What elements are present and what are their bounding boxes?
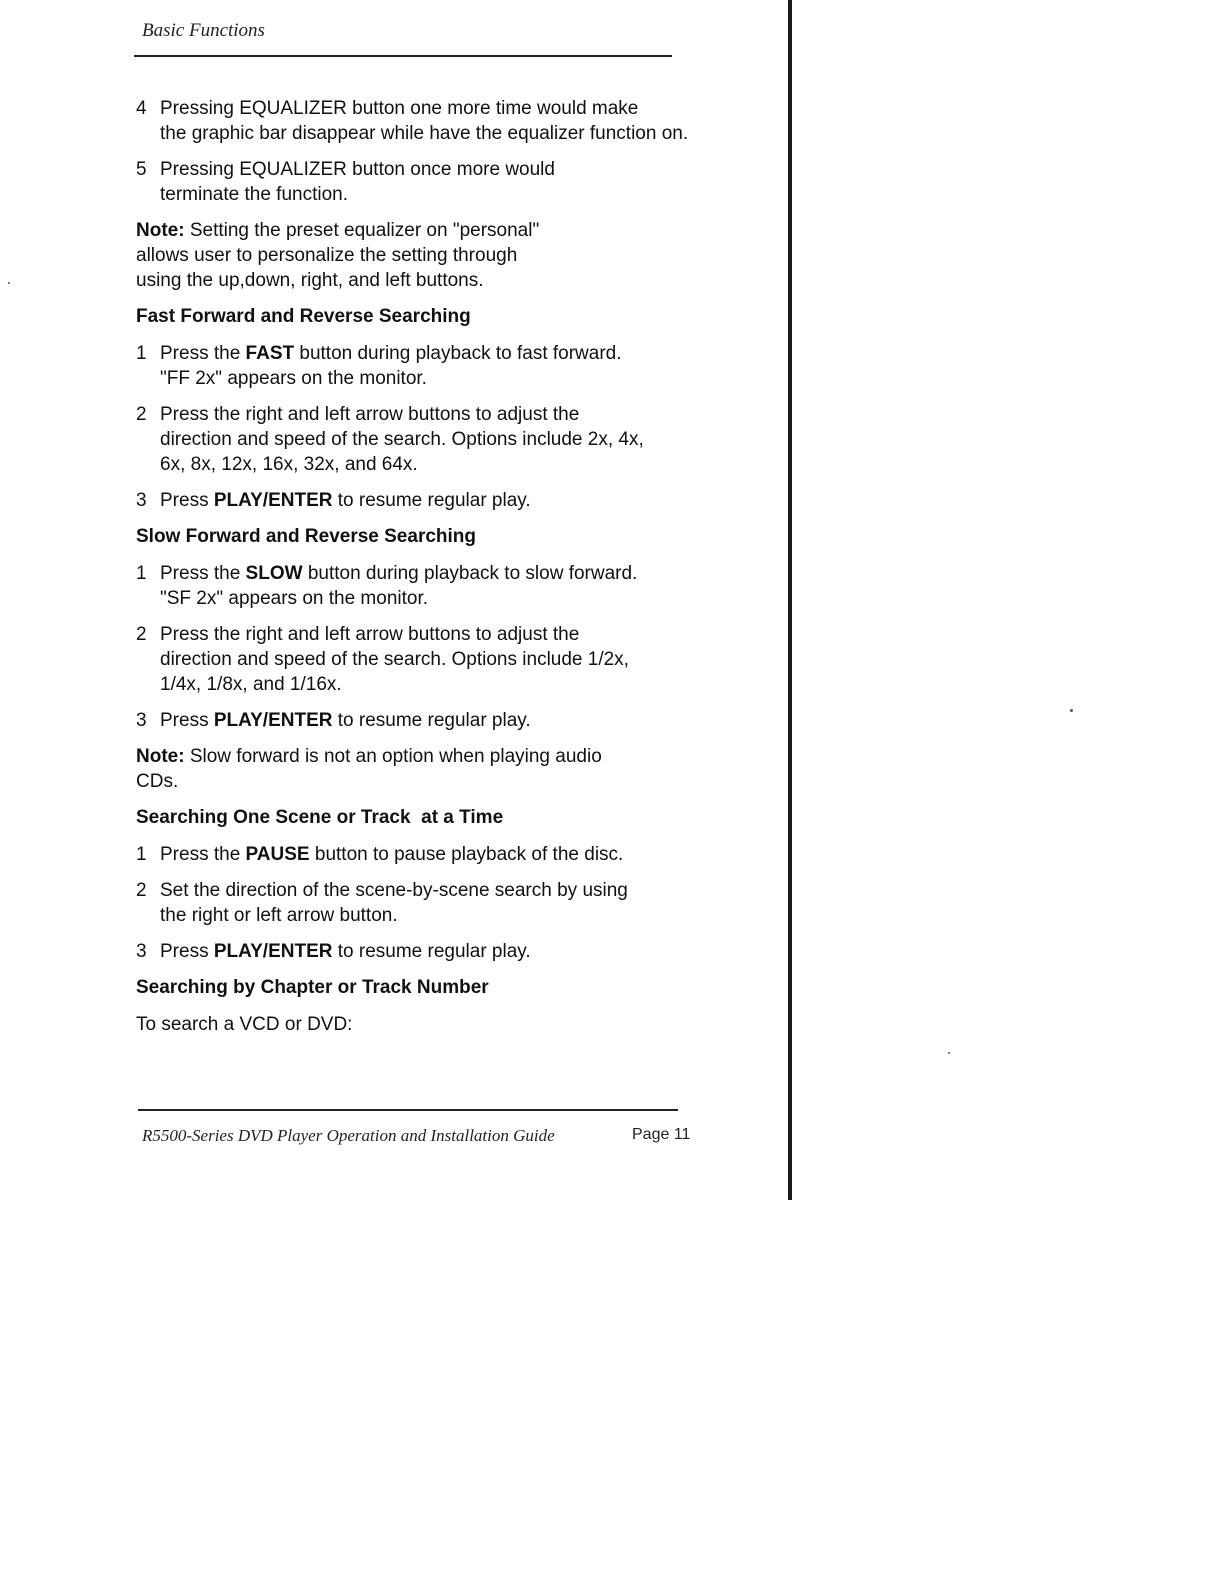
step-text: button during playback to slow forward. xyxy=(302,563,638,584)
note-label: Note: xyxy=(136,220,185,241)
button-name: SLOW xyxy=(245,563,303,584)
step-number: 2 xyxy=(136,624,147,645)
heading-chapter-search: Searching by Chapter or Track Number xyxy=(136,977,489,998)
step-text: Press the xyxy=(160,563,246,584)
step-text: button to pause playback of the disc. xyxy=(309,844,624,865)
scene-step-3 xyxy=(136,939,736,964)
step-text: Set the direction of the scene-by-scene search by using xyxy=(160,880,628,901)
note-text: Slow forward is not an option when playing audio xyxy=(189,746,602,767)
step-text: direction and speed of the search. Options include 2x, 4x, xyxy=(160,429,644,450)
step-text: Press xyxy=(160,710,214,731)
step-text: 1/4x, 1/8x, and 1/16x. xyxy=(160,674,342,695)
step-number: 3 xyxy=(136,941,147,962)
running-header: Basic Functions xyxy=(142,20,265,41)
note-text: allows user to personalize the setting through xyxy=(136,245,518,266)
scene-step-1 xyxy=(136,842,736,867)
note-label: Note: xyxy=(136,746,185,767)
step-number: 2 xyxy=(136,880,147,901)
note-equalizer xyxy=(136,218,736,293)
button-name: FAST xyxy=(245,343,295,364)
button-name: PAUSE xyxy=(245,844,310,865)
step-number: 3 xyxy=(136,490,147,511)
step-text: to resume regular play. xyxy=(332,710,531,731)
step-number: 4 xyxy=(136,98,147,119)
slow-step-3 xyxy=(136,708,736,733)
step-text: the right or left arrow button. xyxy=(160,905,398,926)
heading-scene-search: Searching One Scene or Track at a Time xyxy=(136,807,504,828)
note-slow-forward xyxy=(136,744,736,794)
heading-fast-search: Fast Forward and Reverse Searching xyxy=(136,306,471,327)
slow-step-2 xyxy=(136,622,736,697)
step-text: terminate the function. xyxy=(160,184,348,205)
step-text: the graphic bar disappear while have the equalizer function on. xyxy=(160,123,689,144)
page-number: Page 11 xyxy=(632,1126,691,1143)
step-number: 1 xyxy=(136,844,147,865)
header-rule xyxy=(134,55,672,57)
button-name: PLAY/ENTER xyxy=(213,941,333,962)
step-text: 6x, 8x, 12x, 16x, 32x, and 64x. xyxy=(160,454,418,475)
page-body xyxy=(136,96,736,1048)
fast-step-1 xyxy=(136,341,736,391)
step-number: 1 xyxy=(136,563,147,584)
step-text: Pressing EQUALIZER button once more would xyxy=(160,159,555,180)
step-text: Press the right and left arrow buttons to adjust the xyxy=(160,624,580,645)
step-number: 3 xyxy=(136,710,147,731)
note-text: Setting the preset equalizer on "personal" xyxy=(189,220,540,241)
note-text: CDs. xyxy=(136,771,179,792)
button-name: PLAY/ENTER xyxy=(213,490,333,511)
step-text: Press the xyxy=(160,844,246,865)
footer-rule xyxy=(138,1109,678,1111)
step-text: "FF 2x" appears on the monitor. xyxy=(160,368,427,389)
binding-edge-line xyxy=(788,0,792,1200)
scan-speck xyxy=(1070,709,1073,712)
step-text: Press xyxy=(160,490,214,511)
fast-step-2 xyxy=(136,402,736,477)
step-text: to resume regular play. xyxy=(332,490,531,511)
heading-slow-search: Slow Forward and Reverse Searching xyxy=(136,526,476,547)
step-number: 2 xyxy=(136,404,147,425)
scan-speck xyxy=(948,1052,950,1054)
scene-step-2 xyxy=(136,878,736,928)
step-text: to resume regular play. xyxy=(332,941,531,962)
step-text: Press xyxy=(160,941,214,962)
slow-step-1 xyxy=(136,561,736,611)
step-number: 5 xyxy=(136,159,147,180)
step-text: Press the xyxy=(160,343,246,364)
footer-title: R5500-Series DVD Player Operation and Installation Guide xyxy=(142,1126,555,1145)
step-text: button during playback to fast forward. xyxy=(294,343,622,364)
button-name: PLAY/ENTER xyxy=(213,710,333,731)
step-4 xyxy=(136,96,736,146)
step-number: 1 xyxy=(136,343,147,364)
step-5 xyxy=(136,157,736,207)
step-text: direction and speed of the search. Options include 1/2x, xyxy=(160,649,629,670)
step-text: "SF 2x" appears on the monitor. xyxy=(160,588,429,609)
note-text: using the up,down, right, and left buttons. xyxy=(136,270,484,291)
chapter-intro-text: To search a VCD or DVD: xyxy=(136,1014,353,1035)
scan-speck xyxy=(8,282,10,284)
fast-step-3 xyxy=(136,488,736,513)
step-text: Pressing EQUALIZER button one more time would make xyxy=(160,98,639,119)
step-text: Press the right and left arrow buttons to adjust the xyxy=(160,404,580,425)
